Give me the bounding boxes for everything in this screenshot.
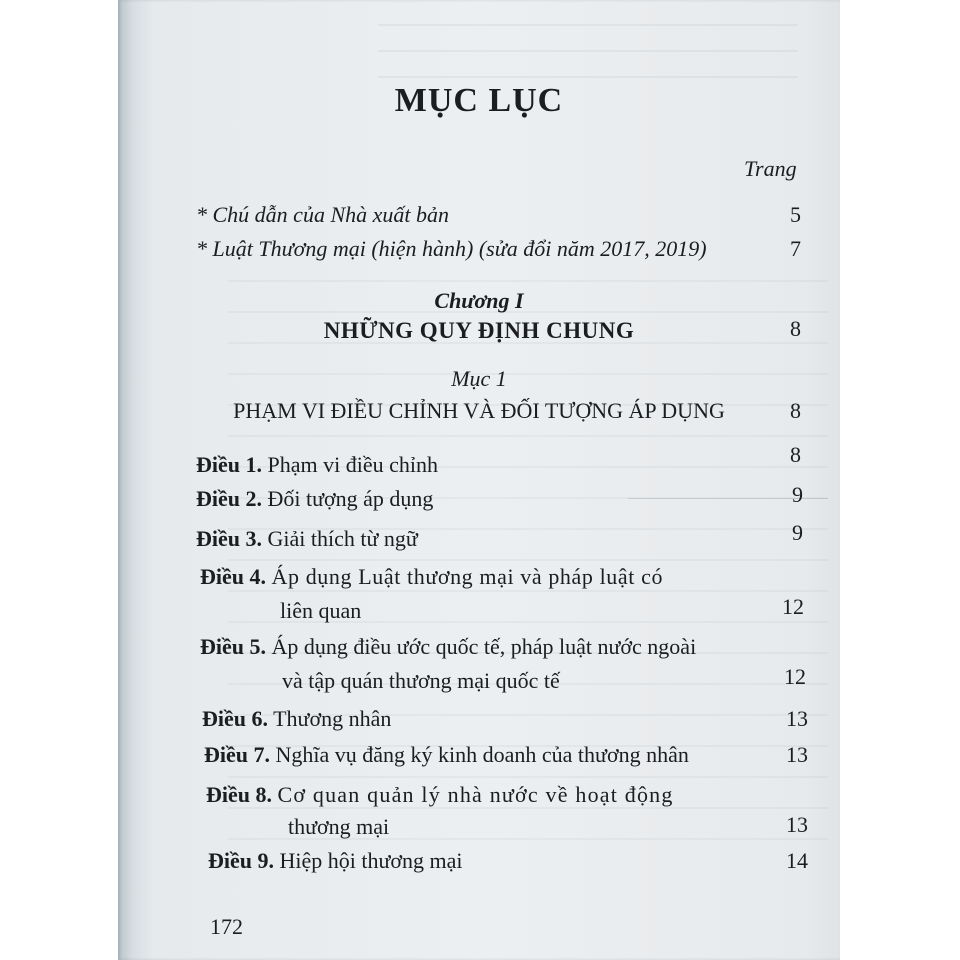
article-title: Áp dụng Luật thương mại và pháp luật có <box>271 564 664 589</box>
article-title: Áp dụng điều ước quốc tế, pháp luật nước ngoài <box>271 634 697 659</box>
article-page: 13 <box>786 706 808 731</box>
article-entry <box>196 452 438 478</box>
article-title-continued: liên quan <box>280 598 362 623</box>
article-page: 9 <box>792 520 803 545</box>
article-title: Giải thích từ ngữ <box>267 526 418 551</box>
article-number: Điều 5. <box>200 634 266 659</box>
show-through-rule <box>628 498 828 499</box>
front-entry-page: 5 <box>790 202 801 227</box>
article-page: 12 <box>784 664 806 689</box>
article-title: Thương nhân <box>273 706 392 731</box>
article-title: Đối tượng áp dụng <box>267 486 434 511</box>
article-title: Hiệp hội thương mại <box>279 848 463 873</box>
article-page: 12 <box>782 594 804 619</box>
article-title: Cơ quan quản lý nhà nước về hoạt động <box>277 782 674 807</box>
article-entry <box>208 848 463 874</box>
article-page: 14 <box>786 848 808 873</box>
article-page: 9 <box>792 482 803 507</box>
article-number: Điều 3. <box>196 526 262 551</box>
article-number: Điều 9. <box>208 848 274 873</box>
article-page: 13 <box>786 812 808 837</box>
article-entry <box>200 564 663 590</box>
front-entry-label: * Chú dẫn của Nhà xuất bản <box>196 202 449 227</box>
article-entry <box>204 742 689 768</box>
article-number: Điều 8. <box>206 782 272 807</box>
front-entry-page: 7 <box>790 236 801 261</box>
article-entry <box>202 706 391 732</box>
folio-page-number: 172 <box>210 914 243 939</box>
chapter-page: 8 <box>790 316 801 341</box>
article-page: 13 <box>786 742 808 767</box>
article-number: Điều 4. <box>200 564 266 589</box>
article-entry <box>196 486 433 512</box>
show-through-texture <box>378 18 798 78</box>
article-title: Phạm vi điều chỉnh <box>267 452 438 477</box>
book-page <box>118 0 840 960</box>
section-number: Mục 1 <box>451 366 507 391</box>
article-title: Nghĩa vụ đăng ký kinh doanh của thương nhân <box>275 742 689 767</box>
article-number: Điều 2. <box>196 486 262 511</box>
chapter-number: Chương I <box>434 288 524 313</box>
article-number: Điều 1. <box>196 452 262 477</box>
article-number: Điều 6. <box>202 706 268 731</box>
section-page: 8 <box>790 398 801 423</box>
article-entry <box>196 526 418 552</box>
article-entry <box>200 634 696 660</box>
toc-heading: MỤC LỤC <box>394 82 564 119</box>
article-page: 8 <box>790 442 801 467</box>
article-entry <box>206 782 674 808</box>
section-title: PHẠM VI ĐIỀU CHỈNH VÀ ĐỐI TƯỢNG ÁP DỤNG <box>233 398 725 423</box>
article-title-continued: thương mại <box>288 814 390 839</box>
page-column-label: Trang <box>744 156 797 181</box>
chapter-title: NHỮNG QUY ĐỊNH CHUNG <box>323 318 635 343</box>
front-entry-label: * Luật Thương mại (hiện hành) (sửa đổi năm 2017, 2019) <box>196 236 707 261</box>
article-number: Điều 7. <box>204 742 270 767</box>
article-title-continued: và tập quán thương mại quốc tế <box>282 668 560 693</box>
